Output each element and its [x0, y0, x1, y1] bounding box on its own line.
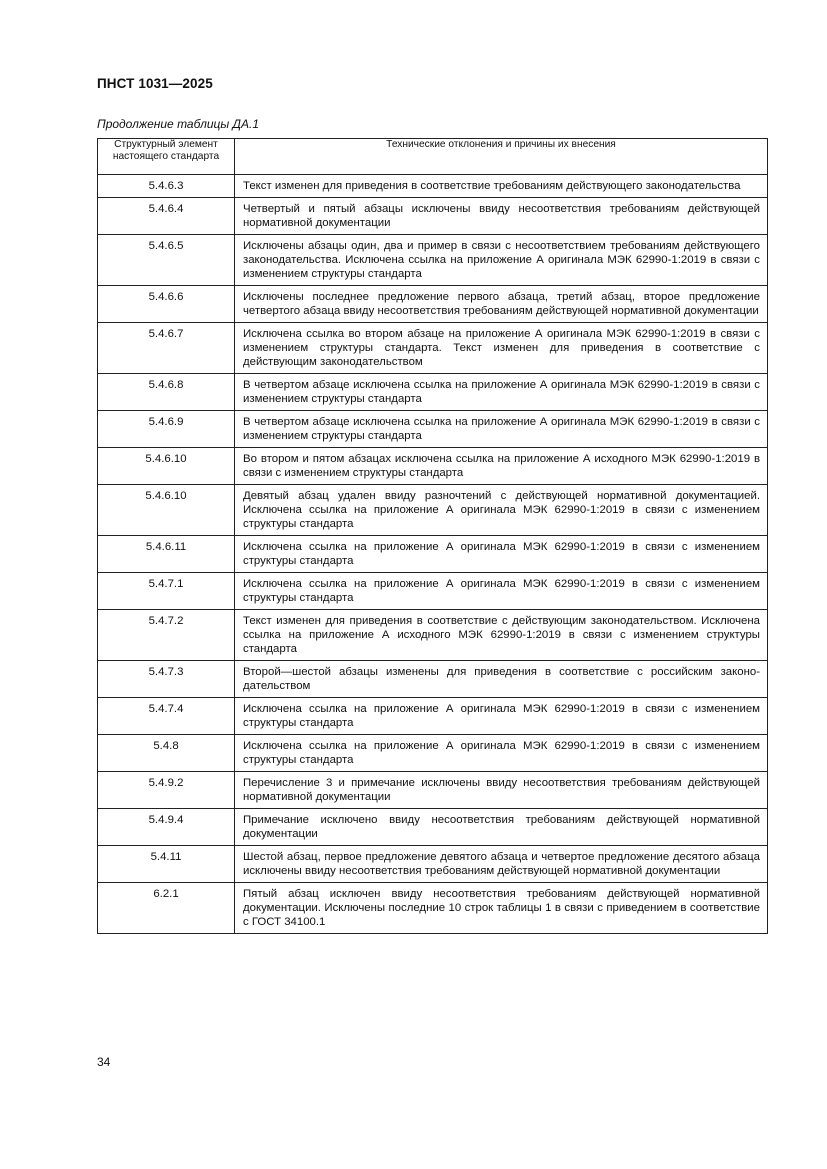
row-element: 6.2.1: [98, 883, 235, 934]
row-element: 5.4.7.2: [98, 610, 235, 661]
table-row: [98, 809, 768, 846]
row-text: Исключена ссылка во втором абзаце на приложение А оригинала МЭК 62990-1:2019 в связи с изменением структуры стандарта. Текст изменен для приведения в соответствие с действующим законодательством: [235, 323, 768, 374]
table-row: [98, 286, 768, 323]
table-row: [98, 411, 768, 448]
table-row: [98, 610, 768, 661]
table-row: [98, 536, 768, 573]
row-text: Исключены абзацы один, два и пример в связи с несоответствием требованиям действующего законодательства. Исключена ссылка на приложение А оригинала МЭК 62990-1:2019 в связи с изменением структуры стандарта: [235, 235, 768, 286]
row-text: Исключена ссылка на приложение А оригинала МЭК 62990-1:2019 в связи с изменением структуры стандарта: [235, 698, 768, 735]
row-element: 5.4.7.1: [98, 573, 235, 610]
row-element: 5.4.6.6: [98, 286, 235, 323]
table-row: [98, 883, 768, 934]
table-row: [98, 661, 768, 698]
row-element: 5.4.6.3: [98, 175, 235, 198]
row-element: 5.4.7.4: [98, 698, 235, 735]
row-text: Перечисление 3 и примечание исключены ввиду несоответствия требованиям действующей нормативной документации: [235, 772, 768, 809]
row-text: Второй—шестой абзацы изменены для приведения в соответствие с российским законодательством: [235, 661, 768, 698]
row-text: Пятый абзац исключен ввиду несоответствия требованиям действующей нормативной документации. Исключены последние 10 строк таблицы 1 в связи с приведением в соответствие с ГОСТ 34100.1: [235, 883, 768, 934]
row-text: Исключена ссылка на приложение А оригинала МЭК 62990-1:2019 в связи с изменением структуры стандарта: [235, 536, 768, 573]
row-text: Исключена ссылка на приложение А оригинала МЭК 62990-1:2019 в связи с изменением структуры стандарта: [235, 573, 768, 610]
table-row: [98, 772, 768, 809]
row-element: 5.4.6.9: [98, 411, 235, 448]
table-row: [98, 374, 768, 411]
row-text: В четвертом абзаце исключена ссылка на приложение А оригинала МЭК 62990-1:2019 в связи с изменением структуры стандарта: [235, 411, 768, 448]
row-text: Во втором и пятом абзацах исключена ссылка на приложение А исходного МЭК 62990-1:2019 в связи с изменением структуры стандарта: [235, 448, 768, 485]
row-element: 5.4.11: [98, 846, 235, 883]
table-row: [98, 198, 768, 235]
row-text: В четвертом абзаце исключена ссылка на приложение А оригинала МЭК 62990-1:2019 в связи с изменением структуры стандарта: [235, 374, 768, 411]
page-number: 34: [97, 1055, 111, 1069]
row-element: 5.4.6.7: [98, 323, 235, 374]
table-header-row: [98, 139, 768, 175]
row-text: Четвертый и пятый абзацы исключены ввиду несоответствия требованиям действующей нормативной документации: [235, 198, 768, 235]
table-caption: Продолжение таблицы ДА.1: [97, 117, 260, 131]
deviations-table: [97, 138, 768, 934]
table-row: [98, 235, 768, 286]
row-text: Текст изменен для приведения в соответствие требованиям действующего законодательства: [235, 175, 768, 198]
table-row: [98, 323, 768, 374]
document-code: ПНСТ 1031—2025: [97, 76, 213, 91]
row-text: Исключены последнее предложение первого абзаца, третий абзац, второе предложение четвертого абзаца ввиду несоответствия требованиям действующей нормативной документации: [235, 286, 768, 323]
row-element: 5.4.6.11: [98, 536, 235, 573]
table-row: [98, 573, 768, 610]
row-text: Шестой абзац, первое предложение девятого абзаца и четвертое предложение десятого абзаца исключены ввиду несоответствия требованиям действующей нормативной документации: [235, 846, 768, 883]
row-element: 5.4.9.4: [98, 809, 235, 846]
row-element: 5.4.6.10: [98, 485, 235, 536]
row-element: 5.4.6.8: [98, 374, 235, 411]
row-element: 5.4.6.5: [98, 235, 235, 286]
column-header-deviations: Технические отклонения и причины их внесения: [235, 139, 768, 175]
row-element: 5.4.7.3: [98, 661, 235, 698]
row-element: 5.4.6.10: [98, 448, 235, 485]
row-text: Текст изменен для приведения в соответствие с действующим законодательством. Исключена ссылка на приложение А исходного МЭК 62990-1:2019 в связи с изменением структуры стандарта: [235, 610, 768, 661]
table-row: [98, 846, 768, 883]
table-row: [98, 485, 768, 536]
table-row: [98, 448, 768, 485]
row-text: Исключена ссылка на приложение А оригинала МЭК 62990-1:2019 в связи с изменением структуры стандарта: [235, 735, 768, 772]
table-row: [98, 175, 768, 198]
row-element: 5.4.9.2: [98, 772, 235, 809]
row-element: 5.4.8: [98, 735, 235, 772]
column-header-element: Структурный элемент настоящего стандарта: [98, 139, 235, 175]
row-text: Девятый абзац удален ввиду разночтений с действующей нормативной документацией. Исключена ссылка на приложение А оригинала МЭК 62990-1:2019 в связи с изменением структуры стандарта: [235, 485, 768, 536]
table-row: [98, 698, 768, 735]
row-element: 5.4.6.4: [98, 198, 235, 235]
table-row: [98, 735, 768, 772]
row-text: Примечание исключено ввиду несоответствия требованиям действующей нормативной документации: [235, 809, 768, 846]
